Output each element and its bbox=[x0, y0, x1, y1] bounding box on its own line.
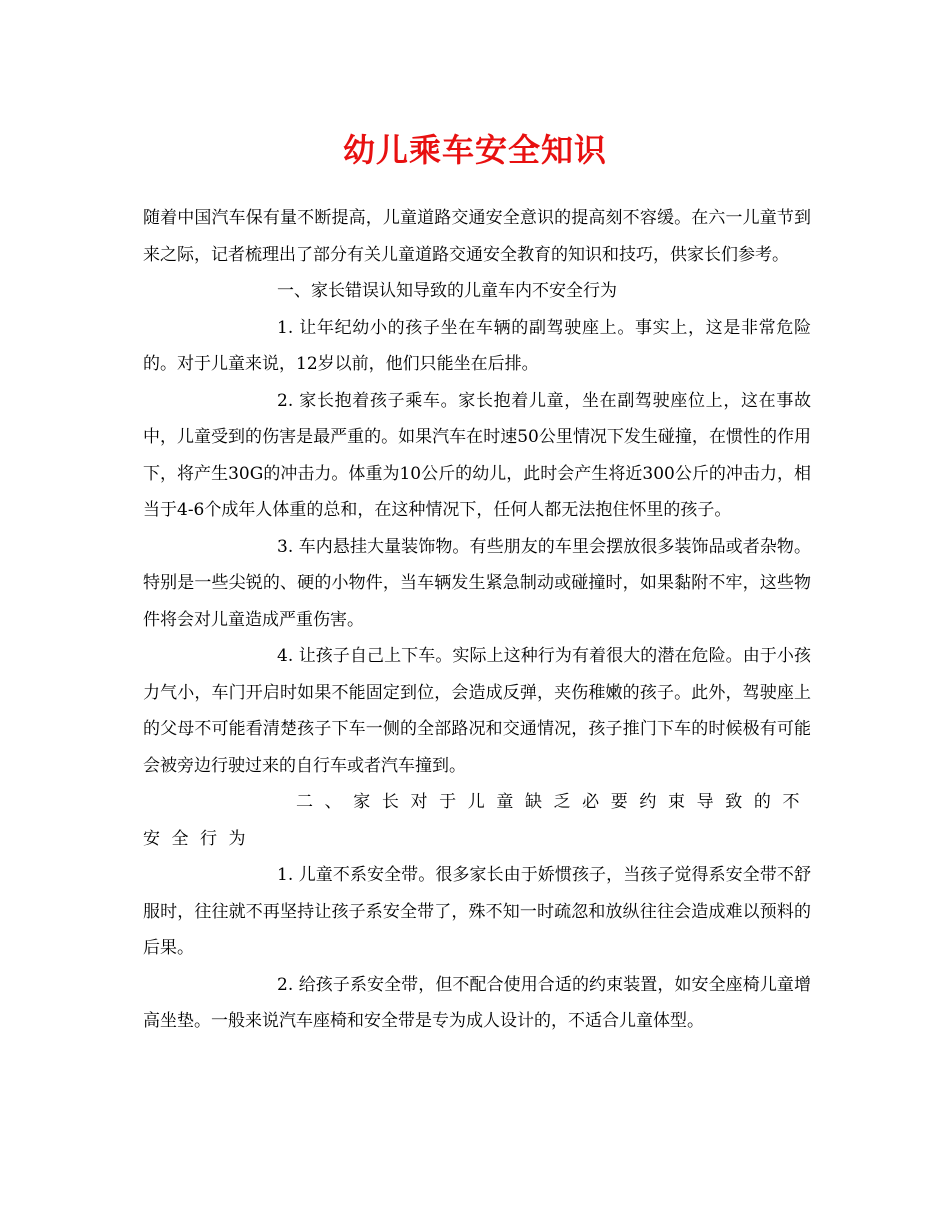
document-body bbox=[143, 200, 811, 1040]
section-heading-2: 二、家长对于儿童缺乏必要约束导致的不安全行为 bbox=[143, 792, 811, 849]
list-item: 2. 给孩子系安全带，但不配合使用合适的约束装置，如安全座椅儿童增高坐垫。一般来说汽车座椅和安全带是专为成人设计的，不适合儿童体型。 bbox=[143, 974, 811, 1031]
intro-paragraph: 随着中国汽车保有量不断提高，儿童道路交通安全意识的提高刻不容缓。在六一儿童节到来之际，记者梳理出了部分有关儿童道路交通安全教育的知识和技巧，供家长们参考。 bbox=[143, 208, 811, 265]
list-item: 2. 家长抱着孩子乘车。家长抱着儿童，坐在副驾驶座位上，这在事故中，儿童受到的伤害是最严重的。如果汽车在时速50公里情况下发生碰撞，在惯性的作用下，将产生30G的冲击力。体重为10公斤的幼儿，此时会产生将近300公斤的冲击力，相当于4-6个成年人体重的总和，在这种情况下，任何人都无法抱住怀里的孩子。 bbox=[143, 390, 811, 520]
document-title: 幼儿乘车安全知识 bbox=[342, 131, 607, 169]
list-item: 3. 车内悬挂大量装饰物。有些朋友的车里会摆放很多装饰品或者杂物。特别是一些尖锐的、硬的小物件，当车辆发生紧急制动或碰撞时，如果黏附不牢，这些物件将会对儿童造成严重伤害。 bbox=[143, 536, 811, 630]
list-item: 1. 让年纪幼小的孩子坐在车辆的副驾驶座上。事实上，这是非常危险的。对于儿童来说，12岁以前，他们只能坐在后排。 bbox=[143, 317, 811, 374]
list-item: 4. 让孩子自己上下车。实际上这种行为有着很大的潜在危险。由于小孩力气小，车门开启时如果不能固定到位，会造成反弹，夹伤稚嫩的孩子。此外，驾驶座上的父母不可能看清楚孩子下车一侧的全部路况和交通情况，孩子推门下车的时候极有可能会被旁边行驶过来的自行车或者汽车撞到。 bbox=[143, 646, 811, 776]
section-heading-1: 一、家长错误认知导致的儿童车内不安全行为 bbox=[277, 281, 617, 301]
list-item: 1. 儿童不系安全带。很多家长由于娇惯孩子，当孩子觉得系安全带不舒服时，往往就不再坚持让孩子系安全带了，殊不知一时疏忽和放纵往往会造成难以预料的后果。 bbox=[143, 865, 811, 958]
